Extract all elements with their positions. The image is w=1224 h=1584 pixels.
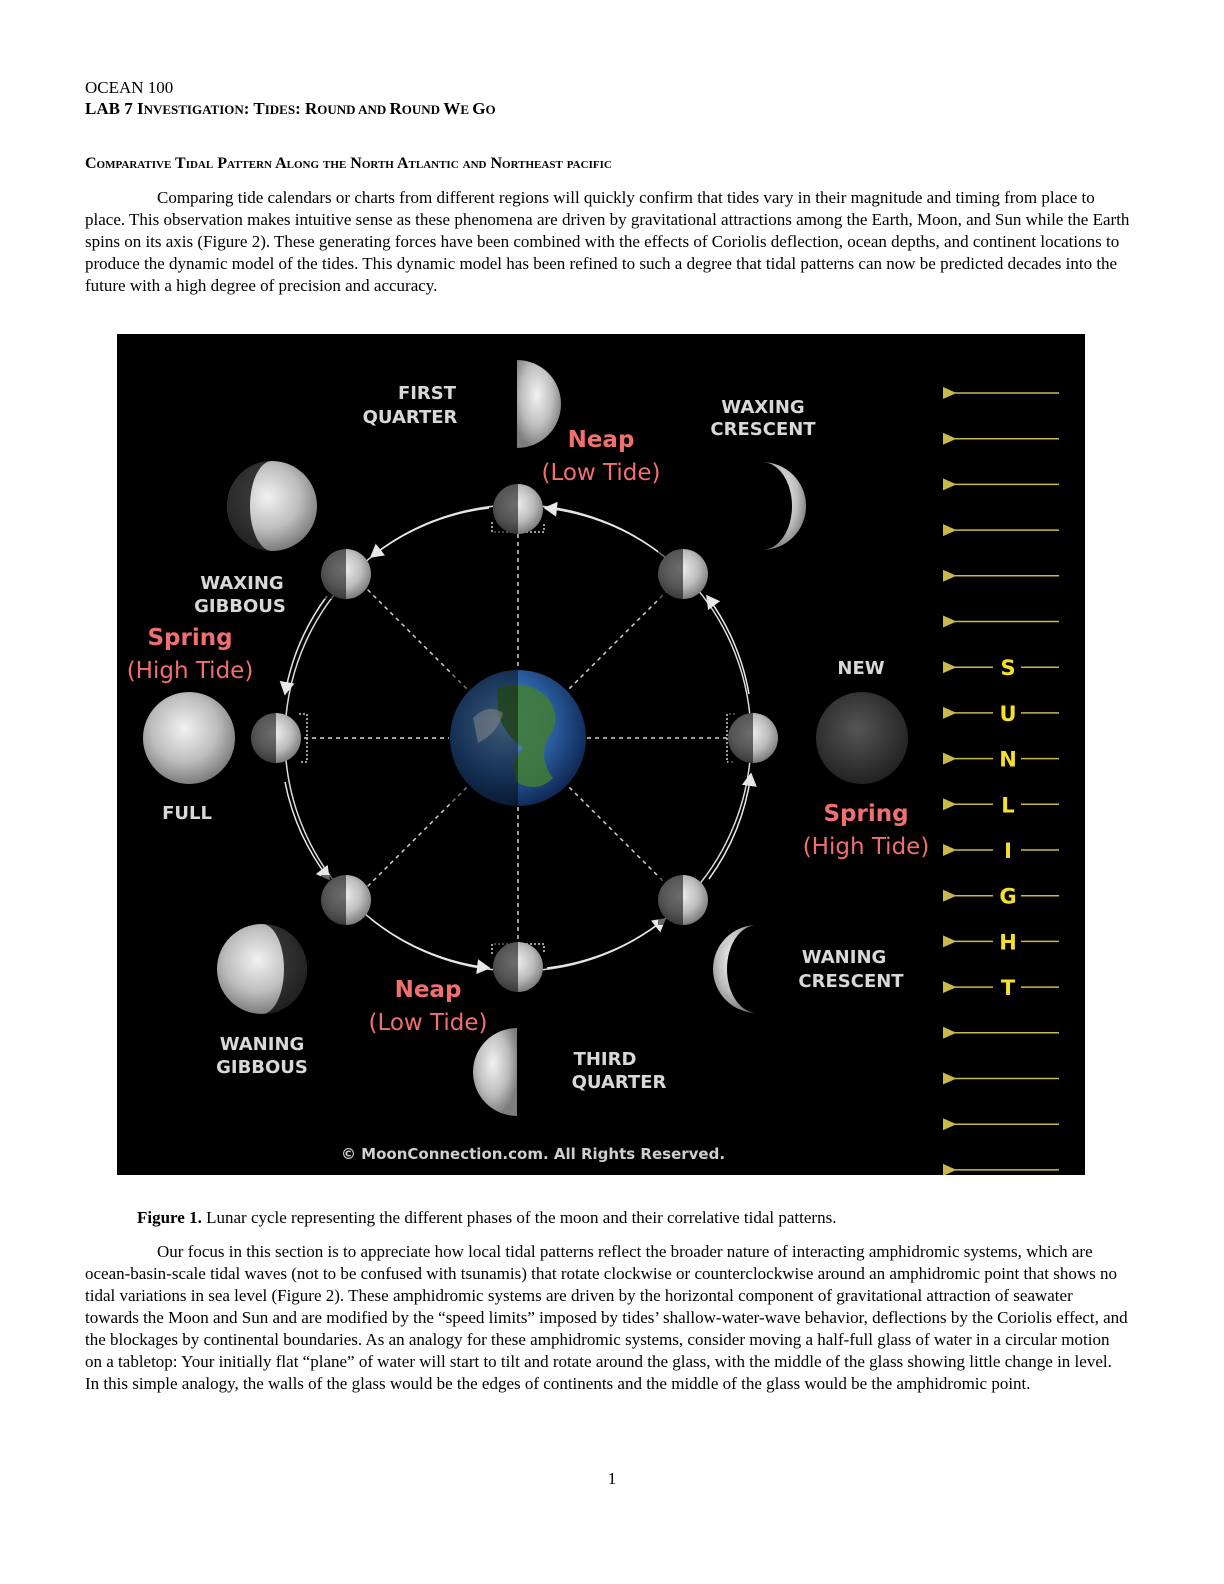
sunlight-letters: [999, 656, 1017, 1000]
tide-spring-right: Spring: [823, 801, 909, 827]
label-first-quarter-1: FIRST: [397, 383, 457, 404]
tide-spring-left-sub: (High Tide): [126, 658, 254, 684]
label-waxing-gibbous-1: WAXING: [200, 573, 284, 594]
label-full: FULL: [162, 803, 212, 824]
section-title: Comparative Tidal Pattern Along the North Atlantic and Northeast pacific: [85, 155, 612, 172]
lunar-cycle-figure: [117, 334, 1085, 1175]
label-third-quarter-1: THIRD: [573, 1049, 637, 1070]
copyright: © MoonConnection.com. All Rights Reserved.: [340, 1145, 726, 1163]
earth: [450, 670, 586, 806]
tide-spring-left: Spring: [147, 625, 233, 651]
tide-neap-bottom-sub: (Low Tide): [368, 1010, 488, 1036]
label-waning-gibbous-1: WANING: [219, 1034, 305, 1055]
first-quarter-moon: [517, 360, 561, 448]
new-moon: [816, 692, 908, 784]
sunlight-letter: S: [1000, 656, 1016, 681]
figure-caption: Figure 1. Lunar cycle representing the different phases of the moon and their correlative tidal patterns.: [137, 1208, 837, 1227]
page-number: 1: [607, 1469, 617, 1488]
label-first-quarter-2: QUARTER: [362, 407, 458, 428]
tide-neap-top-sub: (Low Tide): [541, 460, 661, 486]
orbit-arrow-1: [545, 508, 665, 557]
orbit-arrow-2: [371, 508, 489, 557]
waxing-gibbous-moon: [227, 461, 317, 551]
tide-neap-top: Neap: [567, 427, 635, 453]
waning-gibbous-moon: [217, 924, 307, 1014]
tide-spring-right-sub: (High Tide): [802, 834, 930, 860]
sunlight-arrows: [955, 393, 1059, 1170]
orbit-arrow-3: [285, 596, 327, 694]
sunlight-letter: L: [1001, 793, 1015, 818]
course-title: OCEAN 100: [85, 78, 174, 97]
orbit-arrow-5: [371, 919, 489, 968]
waxing-crescent-moon: [762, 462, 806, 550]
waning-crescent-moon: [713, 925, 757, 1013]
full-moon: [143, 692, 235, 784]
paragraph-amphidromic: Our focus in this section is to appreciate how local tidal patterns reflect the broader nature of interacting amphidromic systems, which are ocean-basin-scale tidal waves (not to be confused with tsunamis) that rotate clockwise or counterclockwise around an amphidromic point that shows no tidal variations in sea level (Figure 2). These amphidromic systems are driven by the horizontal component of gravitational attraction of seawater towards the Moon and Sun and are modified by the “speed limits” imposed by tides’ shallow-water-wave behavior, deflections by the Coriolis effect, and the blockages by continental boundaries. As an analogy for these amphidromic systems, consider moving a half-full glass of water in a circular motion on a tabletop: Your initially flat “plane” of water will start to tilt and rotate around the glass, with the middle of the glass showing little change in level. In this simple analogy, the walls of the glass would be the edges of continents and the middle of the glass would be the amphidromic point.: [85, 1242, 1128, 1393]
label-waning-crescent-2: CRESCENT: [798, 971, 904, 992]
sunlight-letter: I: [1004, 839, 1012, 863]
sunlight-letter: H: [999, 930, 1017, 955]
label-waning-gibbous-2: GIBBOUS: [216, 1057, 308, 1078]
label-waning-crescent-1: WANING: [801, 947, 887, 968]
paragraph-intro: Comparing tide calendars or charts from different regions will quickly confirm that tides vary in their magnitude and timing from place to place. This observation makes intuitive sense as these phenomena are driven by gravitational attractions among the Earth, Moon, and Sun while the Earth spins on its axis (Figure 2). These generating forces have been combined with the effects of Coriolis deflection, ocean depths, and continent locations to produce the dynamic model of the tides. This dynamic model has been refined to such a degree that tidal patterns can now be predicted decades into the future with a high degree of precision and accuracy.: [85, 188, 1130, 295]
orbit-arrow-6: [547, 919, 665, 968]
label-waxing-crescent-2: CRESCENT: [710, 419, 816, 440]
tide-neap-bottom: Neap: [394, 977, 462, 1003]
label-new: NEW: [837, 658, 885, 679]
label-third-quarter-2: QUARTER: [571, 1072, 667, 1093]
sunlight-letter: T: [1000, 976, 1016, 1001]
sunlight-letter: N: [999, 747, 1017, 772]
lab-title: LAB 7 INVESTIGATION: TIDES: ROUND AND ROUND WE GO: [85, 99, 496, 118]
third-quarter-moon: [473, 1028, 517, 1116]
label-waxing-crescent-1: WAXING: [721, 397, 805, 418]
label-waxing-gibbous-2: GIBBOUS: [194, 596, 286, 617]
sunlight-letter: U: [999, 701, 1017, 726]
sunlight-letter: G: [999, 884, 1017, 909]
